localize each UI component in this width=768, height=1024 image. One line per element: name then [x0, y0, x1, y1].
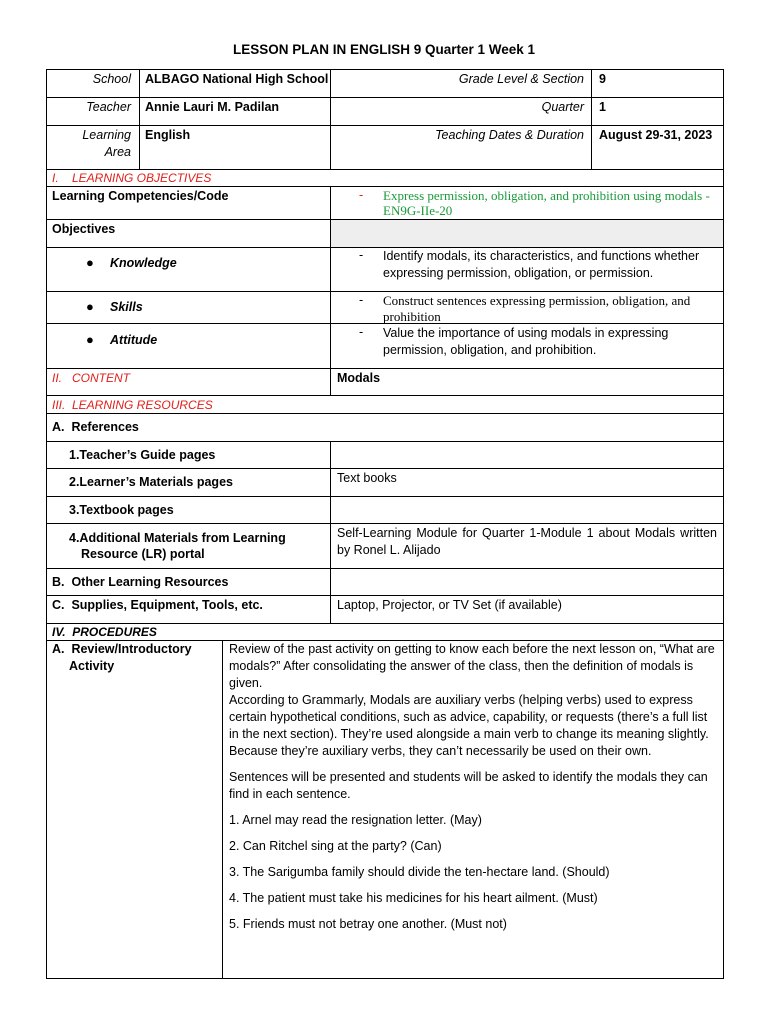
teaching-dates-value: August 29-31, 2023 [599, 128, 713, 142]
knowledge-bullet: ● [86, 255, 94, 270]
review-activity-label-line1: A. Review/Introductory [52, 642, 192, 656]
table-border-left [46, 69, 47, 979]
learners-materials-label: 2.Learner’s Materials pages [69, 475, 233, 489]
table-border-right [723, 69, 724, 979]
table-rule [46, 368, 724, 369]
sentence-item: 5. Friends must not betray one another. (Must not) [229, 917, 507, 931]
learning-area-label-line2: Area [104, 145, 131, 159]
learning-competencies-value: Express permission, obligation, and prohibition using modals - EN9G-IIe-20 [383, 188, 710, 218]
sentence-item: 4. The patient must take his medicines for his heart ailment. (Must) [229, 891, 598, 905]
table-rule [46, 291, 724, 292]
teacher-value: Annie Lauri M. Padilan [145, 100, 280, 114]
attitude-value: Value the importance of using modals in expressing permission, obligation, and prohibition. [383, 326, 669, 357]
review-activity-label-line2: Activity [69, 659, 115, 673]
learning-area-value: English [145, 128, 191, 142]
column-rule [330, 441, 331, 624]
section-learning-resources: III. LEARNING RESOURCES [52, 398, 213, 412]
learning-competencies-label: Learning Competencies/Code [52, 189, 229, 203]
section-learning-objectives: I. LEARNING OBJECTIVES [52, 171, 212, 185]
knowledge-value: Identify modals, its characteristics, and functions whether expressing permission, obligation, or permission. [383, 249, 700, 280]
review-paragraph: Review of the past activity on getting to know each before the next lesson on, “What are modals?” After consolidating the answer of the class, then the definition of modals is given. [229, 642, 715, 690]
section-content: II. CONTENT [52, 371, 130, 385]
table-rule [46, 496, 724, 497]
table-rule [46, 468, 724, 469]
table-rule [46, 523, 724, 524]
supplies-label: C. Supplies, Equipment, Tools, etc. [52, 598, 263, 612]
table-rule [46, 97, 724, 98]
learners-materials-value: Text books [337, 471, 397, 485]
knowledge-label: Knowledge [110, 256, 177, 270]
grammarly-definition-paragraph: According to Grammarly, Modals are auxiliary verbs (helping verbs) used to express certain hypothetical conditions, such as advice, capability, or requests (there’s a full list in the next section). They’re used alongside a main verb to change its meaning slightly. Because they’re auxiliary verbs, they can’t necessarily be used on their own. [229, 693, 709, 758]
additional-materials-label-line2: Resource (LR) portal [81, 547, 205, 561]
table-rule [46, 595, 724, 596]
references-label: A. References [52, 420, 139, 434]
column-rule [222, 640, 223, 979]
section-procedures: IV. PROCEDURES [52, 625, 157, 639]
objectives-shaded-cell [331, 220, 723, 247]
table-rule [46, 568, 724, 569]
table-rule [46, 125, 724, 126]
table-rule [46, 441, 724, 442]
table-rule [46, 219, 724, 220]
other-learning-resources-label: B. Other Learning Resources [52, 575, 229, 589]
additional-materials-label-line1: 4.Additional Materials from Learning [69, 531, 286, 545]
quarter-label: Quarter [541, 100, 584, 114]
quarter-value: 1 [599, 100, 606, 114]
additional-materials-value: Self-Learning Module for Quarter 1-Module 1 about Modals written by Ronel L. Alijado [337, 526, 717, 557]
teachers-guide-label: 1.Teacher’s Guide pages [69, 448, 216, 462]
skills-label: Skills [110, 300, 143, 314]
content-value: Modals [337, 371, 381, 385]
grade-value: 9 [599, 72, 606, 86]
competency-dash: - [359, 188, 364, 202]
table-rule [46, 395, 724, 396]
attitude-label: Attitude [110, 333, 158, 347]
school-value: ALBAGO National High School [145, 72, 329, 86]
objectives-label: Objectives [52, 222, 116, 236]
skills-dash: - [359, 293, 364, 307]
grade-label: Grade Level & Section [458, 72, 584, 86]
supplies-value: Laptop, Projector, or TV Set (if available) [337, 598, 562, 612]
column-rule [591, 69, 592, 170]
school-label: School [92, 72, 131, 86]
sentence-item: 1. Arnel may read the resignation letter. (May) [229, 813, 482, 827]
sentence-item: 3. The Sarigumba family should divide the ten-hectare land. (Should) [229, 865, 610, 879]
teacher-label: Teacher [86, 100, 131, 114]
sentence-item: 2. Can Ritchel sing at the party? (Can) [229, 839, 442, 853]
knowledge-dash: - [359, 248, 364, 262]
column-rule [330, 186, 331, 396]
table-rule [46, 978, 724, 979]
skills-value: Construct sentences expressing permission, obligation, and prohibition [383, 293, 691, 324]
skills-bullet: ● [86, 299, 94, 314]
learning-area-label-line1: Learning [82, 128, 131, 142]
table-rule [46, 69, 724, 70]
attitude-bullet: ● [86, 332, 94, 347]
document-title: LESSON PLAN IN ENGLISH 9 Quarter 1 Week 1 [232, 42, 536, 57]
textbook-pages-label: 3.Textbook pages [69, 503, 174, 517]
procedures-body [229, 641, 715, 942]
attitude-dash: - [359, 325, 364, 339]
column-rule [139, 69, 140, 170]
instructions-paragraph: Sentences will be presented and students will be asked to identify the modals they can find in each sentence. [229, 770, 708, 801]
teaching-dates-label: Teaching Dates & Duration [435, 128, 584, 142]
